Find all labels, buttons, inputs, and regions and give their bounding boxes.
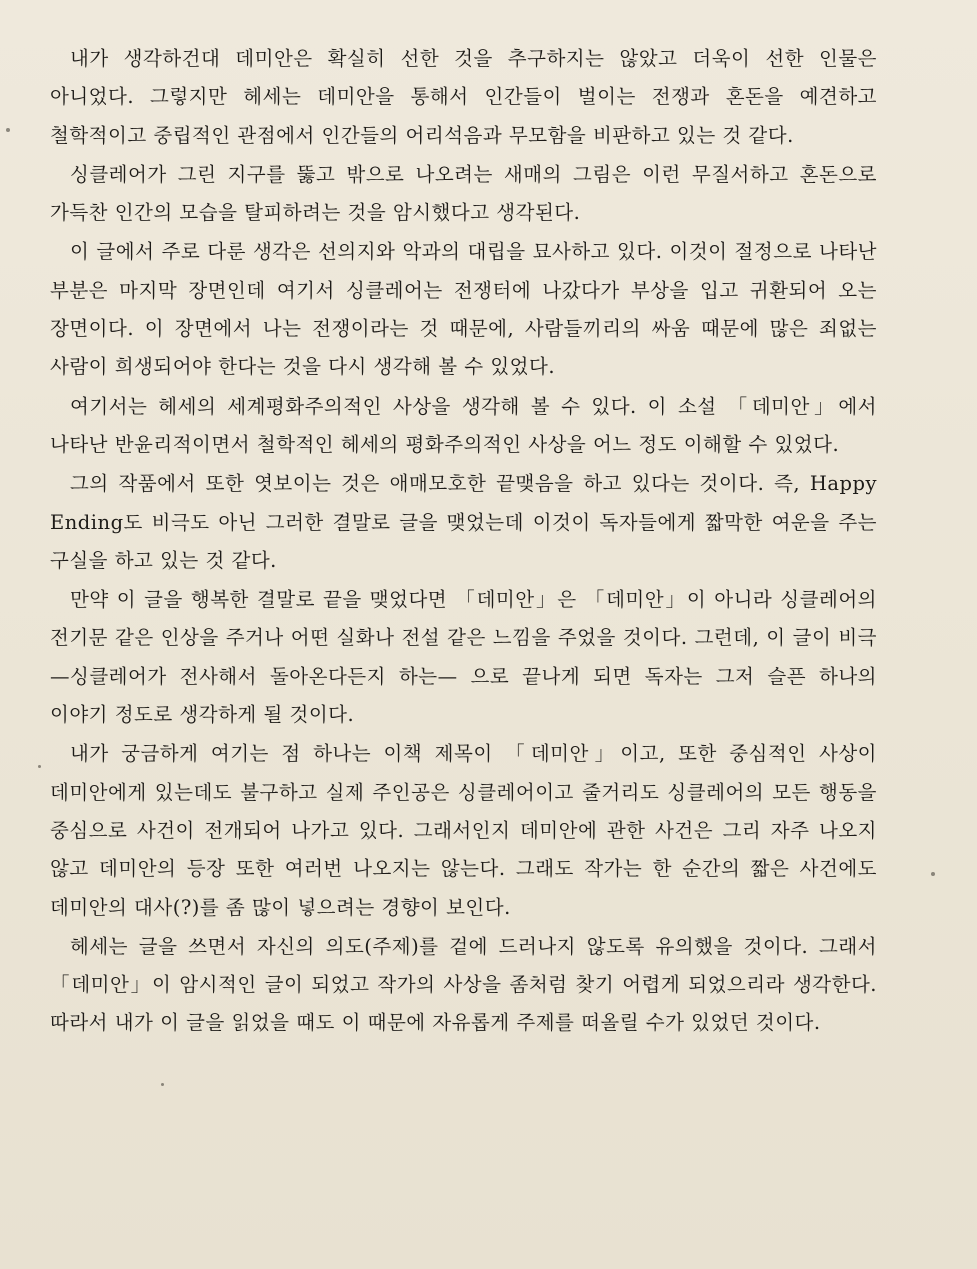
essay-body [50, 40, 877, 1043]
paragraph-1: 내가 생각하건대 데미안은 확실히 선한 것을 추구하지는 않았고 더욱이 선한 인물은 아니었다. 그렇지만 헤세는 데미안을 통해서 인간들이 벌이는 전쟁과 혼돈을 예견하고 철학적이고 중립적인 관점에서 인간들의 어리석음과 무모함을 비판하고 있는 것 같다. [50, 47, 877, 147]
paragraph-4: 여기서는 헤세의 세계평화주의적인 사상을 생각해 볼 수 있다. 이 소설 「데미안」에서 나타난 반윤리적이면서 철학적인 헤세의 평화주의적인 사상을 어느 정도 이해할 수 있었다. [50, 394, 877, 456]
paper-speck [38, 765, 41, 768]
paragraph-5: 그의 작품에서 또한 엿보이는 것은 애매모호한 끝맺음을 하고 있다는 것이다. 즉, Happy Ending도 비극도 아닌 그러한 결말로 글을 맺었는데 이것이 독자들에게 짧막한 여운을 주는 구실을 하고 있는 것 같다. [50, 472, 877, 572]
paper-speck [161, 1083, 164, 1086]
paragraph-7: 내가 궁금하게 여기는 점 하나는 이책 제목이 「데미안」이고, 또한 중심적인 사상이 데미안에게 있는데도 불구하고 실제 주인공은 싱클레어이고 줄거리도 싱클레어의 모든 행동을 중심으로 사건이 전개되어 나가고 있다. 그래서인지 데미안에 관한 사건은 그리 자주 나오지 않고 데미안의 등장 또한 여러번 나오지는 않는다. 그래도 작가는 한 순간의 짧은 사건에도 데미안의 대사(?)를 좀 많이 넣으려는 경향이 보인다. [50, 742, 877, 919]
paper-speck [931, 872, 935, 876]
paragraph-2: 싱클레어가 그린 지구를 뚫고 밖으로 나오려는 새매의 그림은 이런 무질서하고 혼돈으로 가득찬 인간의 모습을 탈피하려는 것을 암시했다고 생각된다. [50, 162, 877, 225]
paragraph-8: 헤세는 글을 쓰면서 자신의 의도(주제)를 겉에 드러나지 않도록 유의했을 것이다. 그래서 「데미안」이 암시적인 글이 되었고 작가의 사상을 좀처럼 찾기 어렵게 되었으리라 생각한다. 따라서 내가 이 글을 읽었을 때도 이 때문에 자유롭게 주제를 떠올릴 수가 있었던 것이다. [50, 934, 877, 1035]
paper-speck [6, 128, 10, 132]
paragraph-3: 이 글에서 주로 다룬 생각은 선의지와 악과의 대립을 묘사하고 있다. 이것이 절정으로 나타난 부분은 마지막 장면인데 여기서 싱클레어는 전쟁터에 나갔다가 부상을 입고 귀환되어 오는 장면이다. 이 장면에서 나는 전쟁이라는 것 때문에, 사람들끼리의 싸움 때문에 많은 죄없는 사람이 희생되어야 한다는 것을 다시 생각해 볼 수 있었다. [50, 240, 877, 379]
paragraph-6: 만약 이 글을 행복한 결말로 끝을 맺었다면 「데미안」은 「데미안」이 아니라 싱클레어의 전기문 같은 인상을 주거나 어떤 실화나 전설 같은 느낌을 주었을 것이다. 그런데, 이 글이 비극 —싱클레어가 전사해서 돌아온다든지 하는— 으로 끝나게 되면 독자는 그저 슬픈 하나의 이야기 정도로 생각하게 될 것이다. [50, 588, 877, 727]
